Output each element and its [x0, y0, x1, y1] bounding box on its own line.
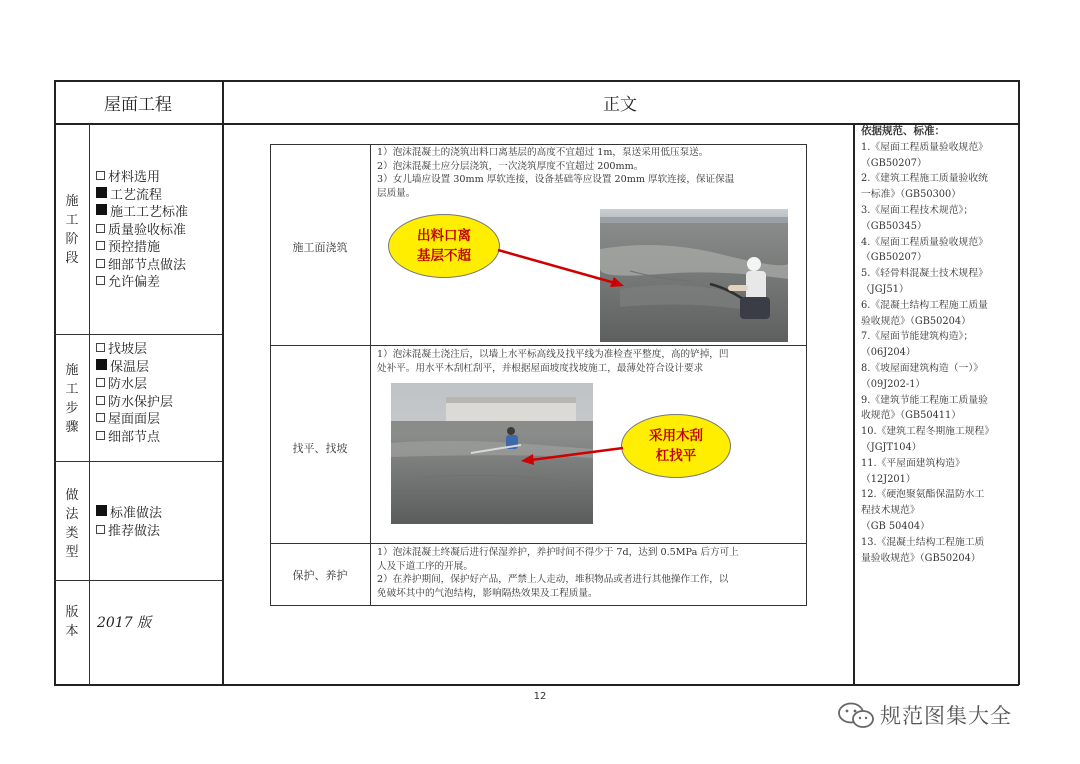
row-text-pouring: 1）泡沫混凝土的浇筑出料口离基层的高度不宜超过 1m，泵送采用低压泵送。 2）泡沫混凝土应分层浇筑，一次浇筑厚度不宜超过 200mm。 3）女儿墙应设置 30mm 厚软连接，设备基础等应设置 20mm 厚软连接，保证保温 层质量。	[377, 147, 735, 199]
frame-left	[54, 80, 56, 685]
refs-divider	[853, 123, 855, 685]
list-item: 细部节点	[96, 429, 173, 447]
table-right	[806, 144, 807, 606]
checkbox-icon	[96, 343, 105, 352]
version-value: 2017 版	[97, 615, 152, 631]
callout-arrow-icon	[515, 442, 627, 467]
section-title: 屋面工程	[104, 95, 172, 115]
checkbox-icon	[96, 525, 105, 534]
phase-list	[96, 169, 188, 292]
table-row-sep-2	[270, 543, 807, 544]
page-number: 12	[533, 691, 547, 702]
list-item: 找坡层	[96, 341, 173, 359]
table-row-sep-1	[270, 345, 807, 346]
checkbox-icon	[96, 413, 105, 422]
sidebar-sep-2	[54, 461, 222, 462]
references-list: 依据规范、标准： 1.《屋面工程质量验收规范》 （GB50207） 2.《建筑工程施工质量验收统 一标准》（GB50300） 3.《屋面工程技术规范》； （GB50345） 4.《屋面工程质量验收规范》 （GB50207） 5.《轻骨料混凝土技术规程》 （JGJ51） 6.《混凝土结构工程施工质量 验收规范》（GB50204） 7.《屋面节能建筑构造》； （06J204） 8.《坡屋面建筑构造（一）》 （09J202-1） 9.《建筑节能工程施工质量验 收规范》（GB50411） 10.《建筑工程冬期施工规程》 （JGJT104） 11.《平屋面建筑构造》 （12J201） 12.《硬泡聚氨酯保温防水工 程技术规范》 （GB 50404） 13.《混凝土结构工程施工质 量验收规范》（GB50204）	[861, 124, 1015, 566]
list-item: 材料选用	[96, 169, 188, 187]
callout-arrow-icon	[490, 240, 630, 295]
checkbox-icon	[96, 396, 105, 405]
list-item: 防水保护层	[96, 394, 173, 412]
steps-list	[96, 341, 173, 446]
list-item: 细部节点做法	[96, 257, 188, 275]
row-label-pouring: 施工面浇筑	[292, 241, 348, 254]
list-item: 允许偏差	[96, 274, 188, 292]
watermark-text: 规范图集大全	[880, 704, 1012, 728]
checkbox-icon	[96, 224, 105, 233]
wechat-icon	[836, 700, 876, 730]
list-item: 防水层	[96, 376, 173, 394]
sidebar-divider	[222, 80, 224, 685]
checkbox-icon	[96, 241, 105, 250]
method-type-label: 做法类型	[65, 488, 79, 560]
list-item: 屋面面层	[96, 411, 173, 429]
row-label-curing: 保护、养护	[292, 569, 348, 582]
frame-top	[54, 80, 1019, 82]
checkbox-icon	[96, 259, 105, 268]
list-item: 推荐做法	[96, 523, 162, 541]
callout-leveling: 采用木刮 杠找平	[621, 414, 731, 478]
phase-label: 施工阶段	[65, 194, 79, 266]
content-title: 正文	[603, 95, 637, 115]
checkbox-icon	[96, 431, 105, 440]
list-item: 质量验收标准	[96, 222, 188, 240]
row-label-leveling: 找平、找坡	[292, 442, 348, 455]
table-top	[270, 144, 807, 145]
frame-bottom	[54, 684, 1019, 686]
list-item: 预控措施	[96, 239, 188, 257]
callout-pouring: 出料口离 基层不超	[388, 214, 500, 278]
frame-right	[1018, 80, 1020, 685]
checkbox-checked-icon	[96, 204, 107, 215]
watermark	[836, 700, 1012, 730]
sidebar-sep-3	[54, 580, 222, 581]
version-label: 版本	[65, 605, 79, 639]
row-text-curing: 1）泡沫混凝土终凝后进行保湿养护，养护时间不得少于 7d，达到 0.5MPa 后方可上 人及下道工序的开展。 2）在养护期间，保护好产品，严禁上人走动，堆积物品或者进行其他操作工作，以 免破坏其中的气泡结构，影响隔热效果及工程质量。	[377, 547, 739, 599]
sidebar-sep-1	[54, 334, 222, 335]
method-type-list	[96, 505, 162, 540]
sidebar-inner-divider	[89, 123, 90, 685]
steps-label: 施工步骤	[65, 363, 79, 435]
checkbox-icon	[96, 276, 105, 285]
checkbox-checked-icon	[96, 187, 107, 198]
list-item: 保温层	[96, 359, 173, 377]
checkbox-icon	[96, 378, 105, 387]
checkbox-checked-icon	[96, 359, 107, 370]
list-item: 施工工艺标准	[96, 204, 188, 222]
references-title: 依据规范、标准：	[861, 125, 945, 137]
checkbox-icon	[96, 171, 105, 180]
list-item: 工艺流程	[96, 187, 188, 205]
table-left	[270, 144, 271, 606]
row-text-leveling: 1）泡沫混凝土浇注后，以墙上水平标高线及找平线为准检查平整度，高的铲掉，凹 处补平。用水平木刮杠刮平，并根据屋面坡度找坡施工，最薄处符合设计要求	[377, 349, 729, 374]
table-col-sep	[370, 144, 371, 606]
table-bottom	[270, 605, 807, 606]
checkbox-checked-icon	[96, 505, 107, 516]
list-item: 标准做法	[96, 505, 162, 523]
